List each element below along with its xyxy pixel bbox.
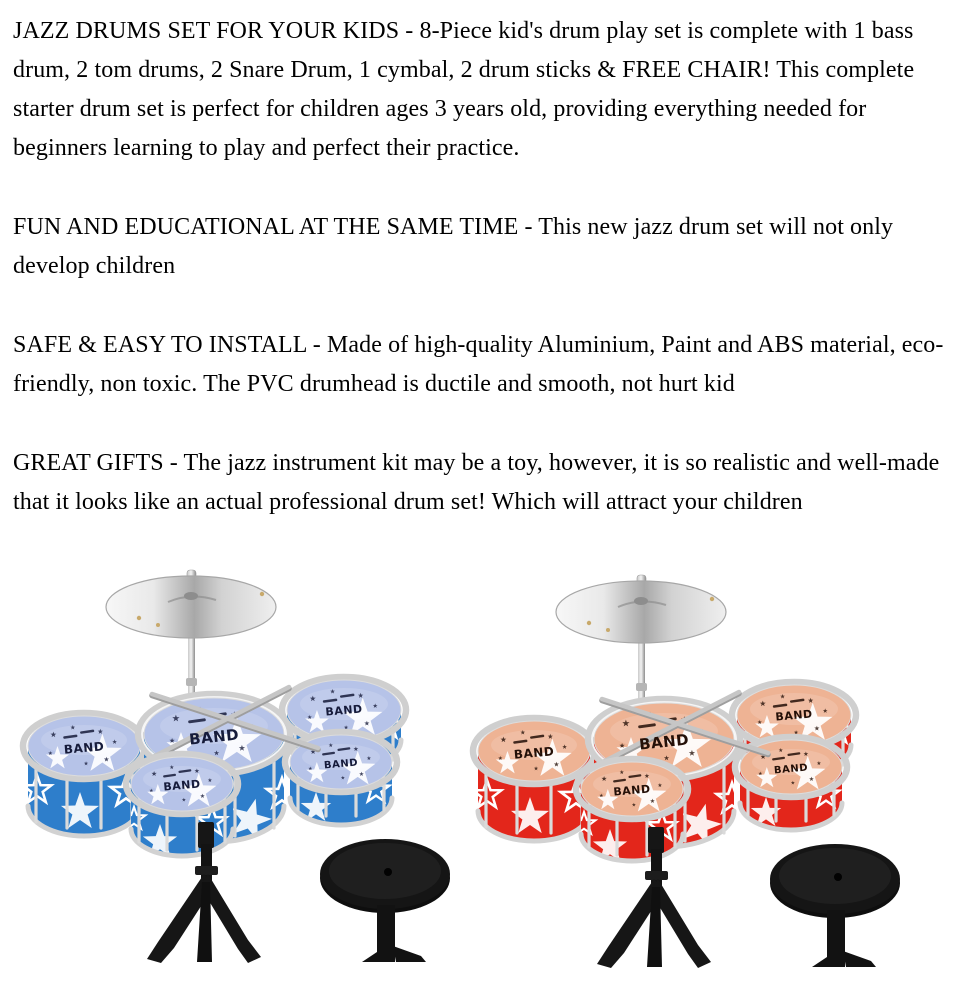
drumhead-band-label: BAND bbox=[774, 707, 814, 724]
description-paragraph-4: GREAT GIFTS - The jazz instrument kit may be a toy, however, it is so realistic and well-made that it looks like an actual professional drum set! Which will attract your children bbox=[13, 450, 940, 515]
drumhead-band-label: BAND bbox=[162, 777, 202, 794]
drumhead-band-label: BAND bbox=[323, 757, 359, 772]
drumhead-band-label: BAND bbox=[513, 744, 555, 762]
product-image-red-drum-set bbox=[480, 522, 960, 962]
drumhead-band-label: BAND bbox=[63, 739, 105, 757]
product-images-row bbox=[0, 522, 960, 962]
description-paragraph-1: JAZZ DRUMS SET FOR YOUR KIDS - 8-Piece kid's drum play set is complete with 1 bass drum, 2 tom drums, 2 Snare Drum, 1 cymbal, 2 drum sticks & FREE CHAIR! This complete starter drum set is perfect for children ages 3 years old, providing everything needed for beginners learning to play and perfect their practice. bbox=[13, 18, 915, 161]
drumhead-band-label: BAND bbox=[638, 730, 690, 754]
description-paragraph-2: FUN AND EDUCATIONAL AT THE SAME TIME - This new jazz drum set will not only develop children bbox=[13, 214, 894, 279]
product-image-blue-drum-set bbox=[0, 522, 480, 962]
drumhead-band-label: BAND bbox=[773, 762, 809, 777]
drumhead-band-label: BAND bbox=[612, 782, 652, 799]
description-paragraph-3: SAFE & EASY TO INSTALL - Made of high-quality Aluminium, Paint and ABS material, eco-friendly, non toxic. The PVC drumhead is ductile and smooth, not hurt kid bbox=[13, 332, 944, 397]
drumhead-band-label: BAND bbox=[188, 725, 240, 749]
drumhead-band-label: BAND bbox=[324, 702, 364, 719]
